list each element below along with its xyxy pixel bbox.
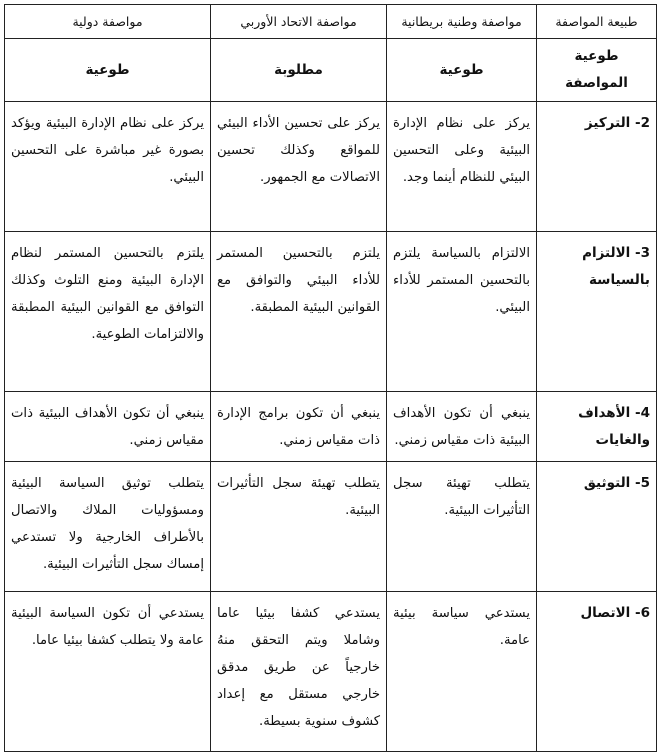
standards-comparison-table [4,4,657,752]
criterion-cell: 5- التوثيق [537,462,657,592]
british-cell: يستدعي سياسة بيئية عامة. [387,592,537,752]
criterion-cell: 6- الاتصال [537,592,657,752]
eu-cell: يتطلب تهيئة سجل التأثيرات البيئية. [211,462,387,592]
international-cell: يركز على نظام الإدارة البيئية ويؤكد بصورة غير مباشرة على التحسين البيئي. [5,102,211,232]
subheader-international: طوعية [5,39,211,102]
subheader-eu: مطلوبة [211,39,387,102]
subheader-nature: طوعية المواصفة [537,39,657,102]
header-eu: مواصفة الاتحاد الأوربي [211,5,387,39]
voluntariness-row [5,39,657,102]
eu-cell: يستدعي كشفا بيئيا عاما وشاملا ويتم التحقق منهُ خارجياً عن طريق مدقق خارجي مستقل مع إعداد كشوف سنوية بسيطة. [211,592,387,752]
table-row [5,592,657,752]
eu-cell: يلتزم بالتحسين المستمر للأداء البيئي والتوافق مع القوانين البيئية المطبقة. [211,232,387,392]
header-international: مواصفة دولية [5,5,211,39]
criterion-cell: 4- الأهداف والغايات [537,392,657,462]
international-cell: يتطلب توثيق السياسة البيئية ومسؤوليات الملاك والاتصال بالأطراف الخارجية ولا تستدعي إمساك سجل التأثيرات البيئية. [5,462,211,592]
header-row [5,5,657,39]
international-cell: يستدعي أن تكون السياسة البيئية عامة ولا يتطلب كشفا بيئيا عاما. [5,592,211,752]
criterion-cell: 2- التركيز [537,102,657,232]
british-cell: الالتزام بالسياسة يلتزم بالتحسين المستمر للأداء البيئي. [387,232,537,392]
international-cell: يلتزم بالتحسين المستمر لنظام الإدارة البيئية ومنع التلوث وكذلك التوافق مع القوانين البيئية المطبقة والالتزامات الطوعية. [5,232,211,392]
british-cell: ينبغي أن تكون الأهداف البيئية ذات مقياس زمني. [387,392,537,462]
header-nature: طبيعة المواصفة [537,5,657,39]
subheader-british: طوعية [387,39,537,102]
table-row [5,232,657,392]
criterion-cell: 3- الالتزام بالسياسة [537,232,657,392]
table-row [5,102,657,232]
header-british: مواصفة وطنية بريطانية [387,5,537,39]
british-cell: يركز على نظام الإدارة البيئية وعلى التحسين البيئي للنظام أينما وجد. [387,102,537,232]
international-cell: ينبغي أن تكون الأهداف البيئية ذات مقياس زمني. [5,392,211,462]
eu-cell: ينبغي أن تكون برامج الإدارة ذات مقياس زمني. [211,392,387,462]
table-row [5,392,657,462]
table-row [5,462,657,592]
british-cell: يتطلب تهيئة سجل التأثيرات البيئية. [387,462,537,592]
eu-cell: يركز على تحسين الأداء البيئي للمواقع وكذلك تحسين الاتصالات مع الجمهور. [211,102,387,232]
